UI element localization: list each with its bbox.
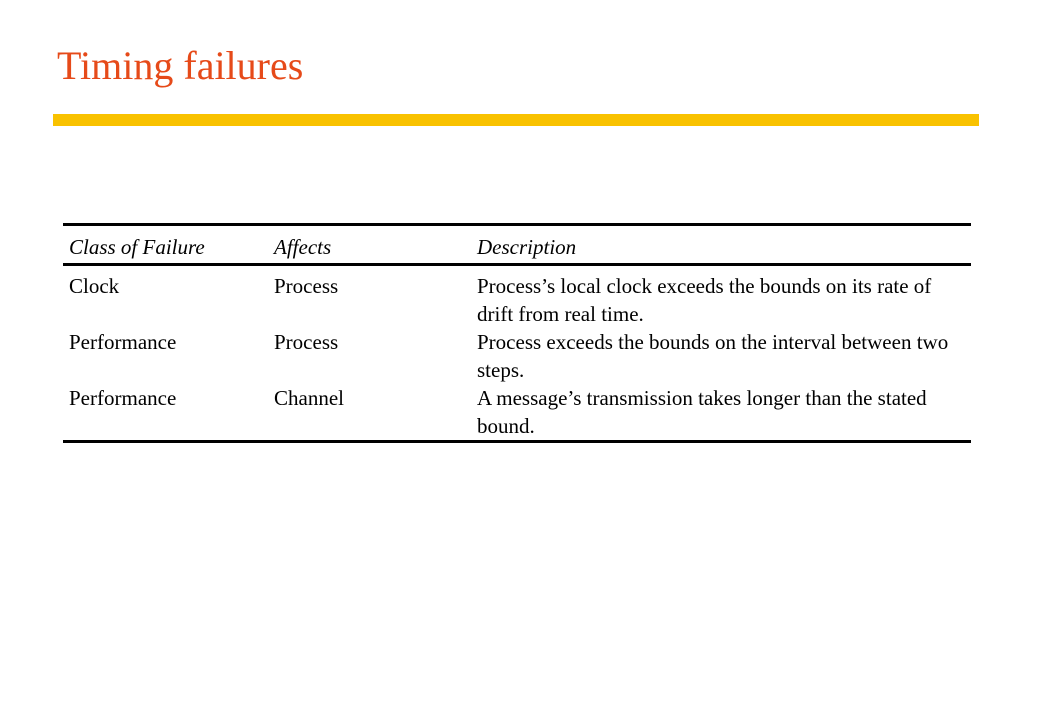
column-header-class: Class of Failure — [63, 223, 268, 266]
table-row — [63, 328, 971, 384]
table-header-row — [63, 223, 971, 266]
column-header-affects: Affects — [268, 223, 471, 266]
column-header-description: Description — [471, 223, 971, 266]
cell-description: Process exceeds the bounds on the interval between two steps. — [477, 330, 949, 382]
title-underline — [53, 114, 979, 126]
table-row — [63, 266, 971, 328]
slide-title: Timing failures — [57, 43, 304, 88]
cell-class: Clock — [69, 274, 120, 298]
cell-affects: Channel — [268, 384, 471, 443]
cell-class: Performance — [69, 330, 177, 354]
failure-table-container — [63, 223, 971, 443]
cell-affects: Process — [274, 330, 339, 354]
cell-class: Performance — [63, 384, 268, 443]
cell-description: A message’s transmission takes longer than the stated bound. — [471, 384, 971, 443]
failure-table — [63, 223, 971, 443]
table-row — [63, 384, 971, 443]
cell-affects: Process — [274, 274, 339, 298]
cell-description: Process’s local clock exceeds the bounds on its rate of drift from real time. — [477, 274, 932, 326]
